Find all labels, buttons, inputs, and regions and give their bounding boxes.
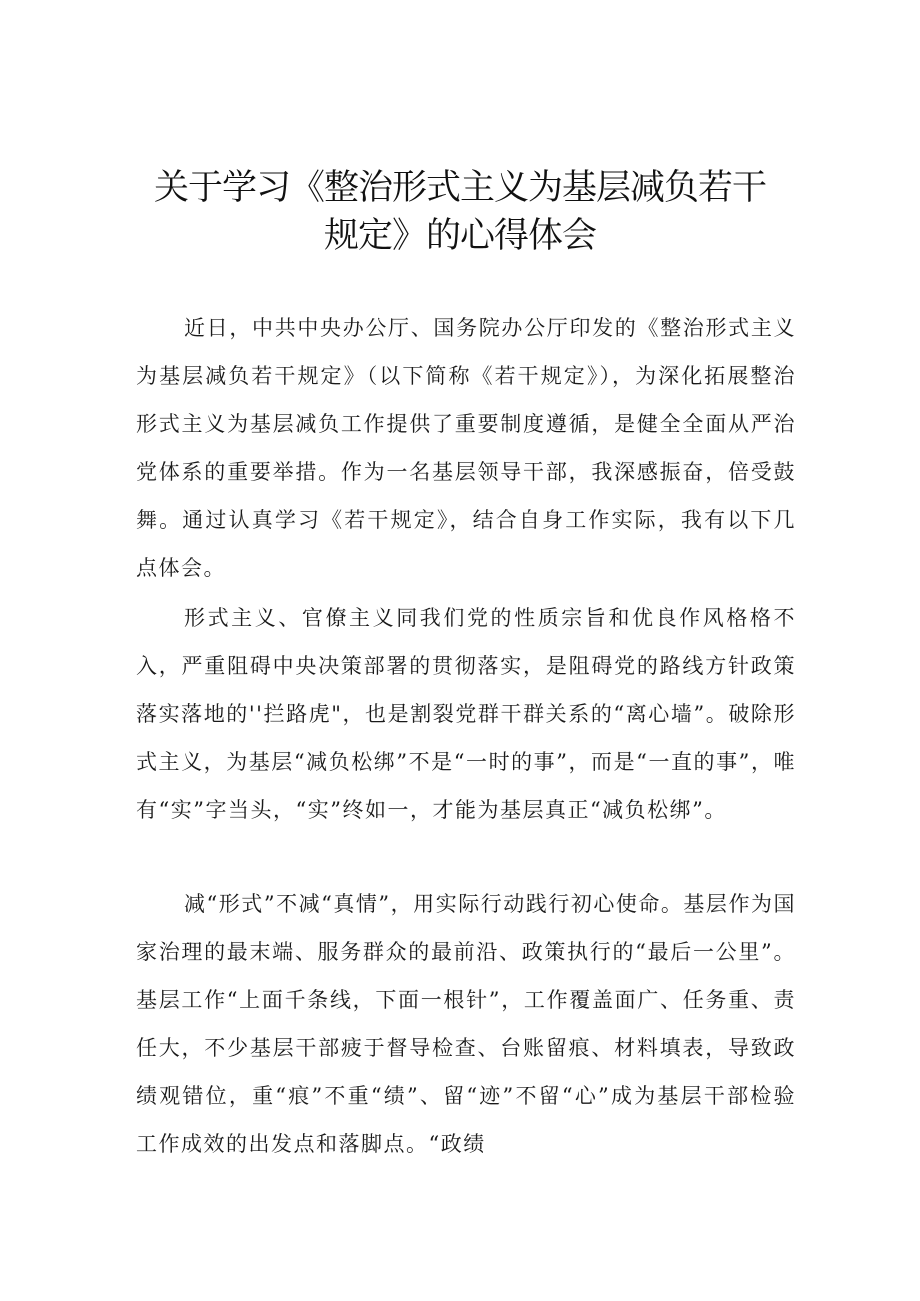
- body-paragraph-2: [136, 594, 796, 834]
- paragraph-text: 减“形式”不减“真情”，用实际行动践行初心使命。基层作为国家治理的最末端、服务群众的最前沿、政策执行的“最后一公里”。基层工作“上面千条线，下面一根针”，工作覆盖面广、任务重、责任大，不少基层干部疲于督导检查、台账留痕、材料填表，导致政绩观错位，重“痕”不重“绩”、留“迹”不留“心”成为基层干部检验工作成效的出发点和落脚点。“政绩: [136, 892, 796, 1156]
- body-paragraph-3: [136, 880, 796, 1168]
- document-title-line2: 规定》的心得体会: [323, 216, 596, 256]
- paragraph-text: 形式主义、官僚主义同我们党的性质宗旨和优良作风格格不入，严重阻碍中央决策部署的贯彻落实，是阻碍党的路线方针政策落实落地的''拦路虎"，也是割裂党群干群关系的“离心墙”。破除形式主义，为基层“减负松绑”不是“一时的事”，而是“一直的事”，唯有“实”字当头，“实”终如一，才能为基层真正“减负松绑”。: [136, 606, 796, 822]
- body-paragraph-1: [136, 304, 796, 592]
- document-title-line1: 关于学习《整治形式主义为基层减负若干: [153, 168, 766, 208]
- paragraph-text: 近日，中共中央办公厅、国务院办公厅印发的《整治形式主义为基层减负若干规定》（以下简称《若干规定》），为深化拓展整治形式主义为基层减负工作提供了重要制度遵循，是健全全面从严治党体系的重要举措。作为一名基层领导干部，我深感振奋，倍受鼓舞。通过认真学习《若干规定》，结合自身工作实际，我有以下几点体会。: [136, 316, 796, 580]
